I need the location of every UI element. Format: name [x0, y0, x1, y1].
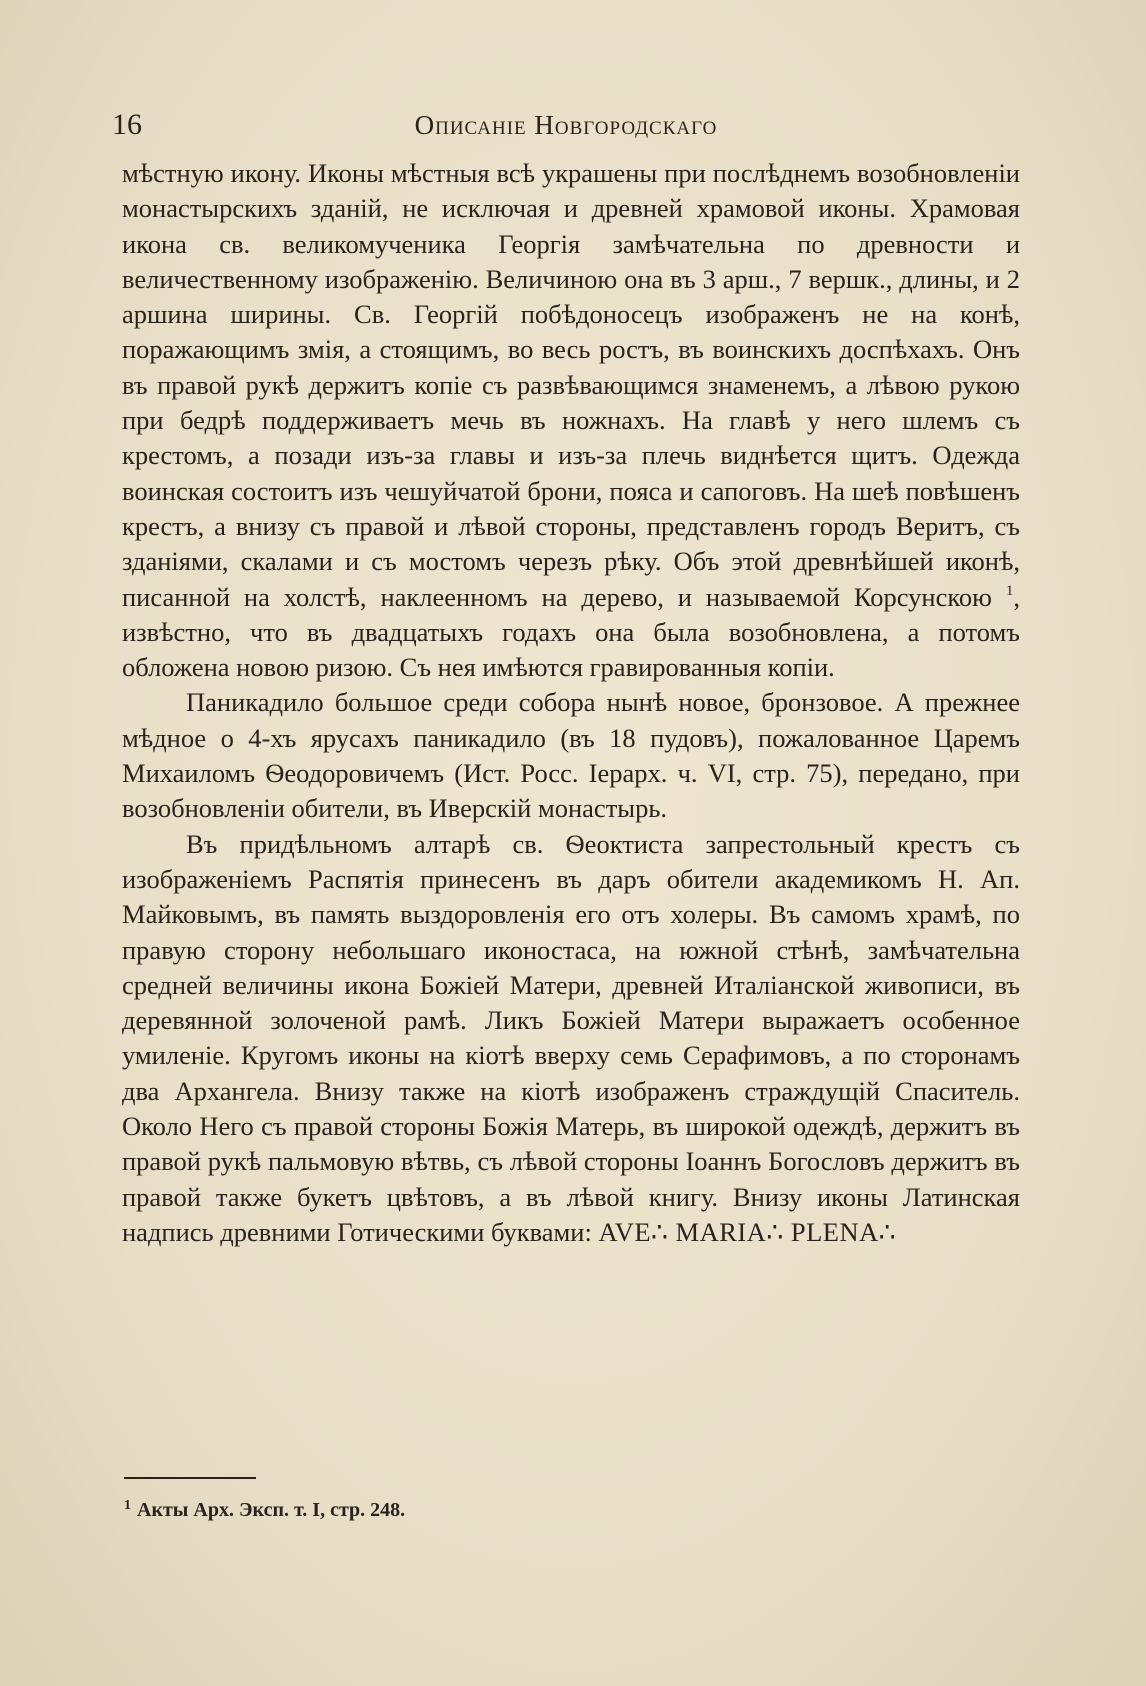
paragraph-text: мѣстную икону. Иконы мѣстныя всѣ украшены при послѣднемъ возобновленіи монастырскихъ зданій, не исключая и древней храмовой иконы. Храмовая икона св. великомученика Георгія замѣчательна по древности и величественному изображенію. Величиною она въ 3 арш., 7 вершк., длины, и 2 аршина ширины. Св. Георгій побѣдоносецъ изображенъ не на конѣ, поражающимъ змія, а стоящимъ, во весь ростъ, въ воинскихъ доспѣхахъ. Онъ въ правой рукѣ держитъ копіе съ развѣвающимся знаменемъ, а лѣвою рукою при бедрѣ поддерживаетъ мечь въ ножнахъ. На главѣ у него шлемъ съ крестомъ, а позади изъ-за главы и изъ-за плечь виднѣется щитъ. Одежда воинская состоитъ изъ чешуйчатой брони, пояса и сапоговъ. На шеѣ повѣшенъ крестъ, а внизу съ правой и лѣвой стороны, представленъ городъ Веритъ, съ зданіями, скалами и съ мостомъ черезъ рѣку. Объ этой древнѣйшей иконѣ, писанной на холстѣ, наклеенномъ на дерево, и называемой Корсунскою [122, 158, 1020, 612]
paragraph-text: Въ придѣльномъ алтарѣ св. Ѳеоктиста запрестольный крестъ съ изображеніемъ Распятія принесенъ въ даръ обители академикомъ Н. Ап. Майковымъ, въ память выздоровленія его отъ холеры. Въ самомъ храмѣ, по правую сторону небольшаго иконостаса, на южной стѣнѣ, замѣчательна средней величины икона Божіей Матери, древней Италіанской живописи, въ деревянной золоченой рамѣ. Ликъ Божіей Матери выражаетъ особенное умиленіе. Кругомъ иконы на кіотѣ вверху семь Серафимовъ, а по сторонамъ два Архангела. Внизу также на кіотѣ изображенъ страждущій Спаситель. Около Него съ правой стороны Божія Матерь, въ широкой одеждѣ, держитъ въ правой рукѣ пальмовую вѣтвь, съ лѣвой стороны Іоаннъ Богословъ держитъ въ правой также букетъ цвѣтовъ, а въ лѣвой книгу. Внизу иконы Латинская надпись древними Готическими буквами: [122, 828, 1020, 1247]
footnote-text: Акты Арх. Эксп. т. I, стр. 248. [137, 1499, 406, 1521]
page-number: 16 [112, 108, 142, 141]
paragraph-text-continued: , извѣстно, что въ двадцатыхъ годахъ она была возобновлена, а потомъ обложена новою ризою. Съ нея имѣются гравированныя копіи. [122, 581, 1021, 683]
page-header [112, 108, 1020, 148]
footnote-reference: 1 [1005, 582, 1014, 599]
paragraph-icon-of-st-george [122, 156, 1020, 685]
footnote [124, 1498, 405, 1522]
paragraph-chandelier: Паникадило большое среди собора нынѣ новое, бронзовое. А прежнее мѣдное о 4-хъ ярусахъ паникадило (въ 18 пудовъ), пожалованное Царемъ Михаиломъ Ѳеодоровичемъ (Ист. Росс. Іерарх. ч. VI, стр. 75), передано, при возобновленіи обители, въ Иверскій монастырь. [122, 687, 1020, 824]
footnote-mark: 1 [124, 1498, 131, 1513]
latin-inscription: AVE∴ MARIA∴ PLENA∴ [598, 1216, 897, 1247]
running-title: Описаніе Новгородскаго [414, 110, 718, 140]
paragraph-chapel-icon [122, 827, 1020, 1251]
footnote-divider [124, 1477, 256, 1479]
body-text [122, 156, 1020, 1250]
